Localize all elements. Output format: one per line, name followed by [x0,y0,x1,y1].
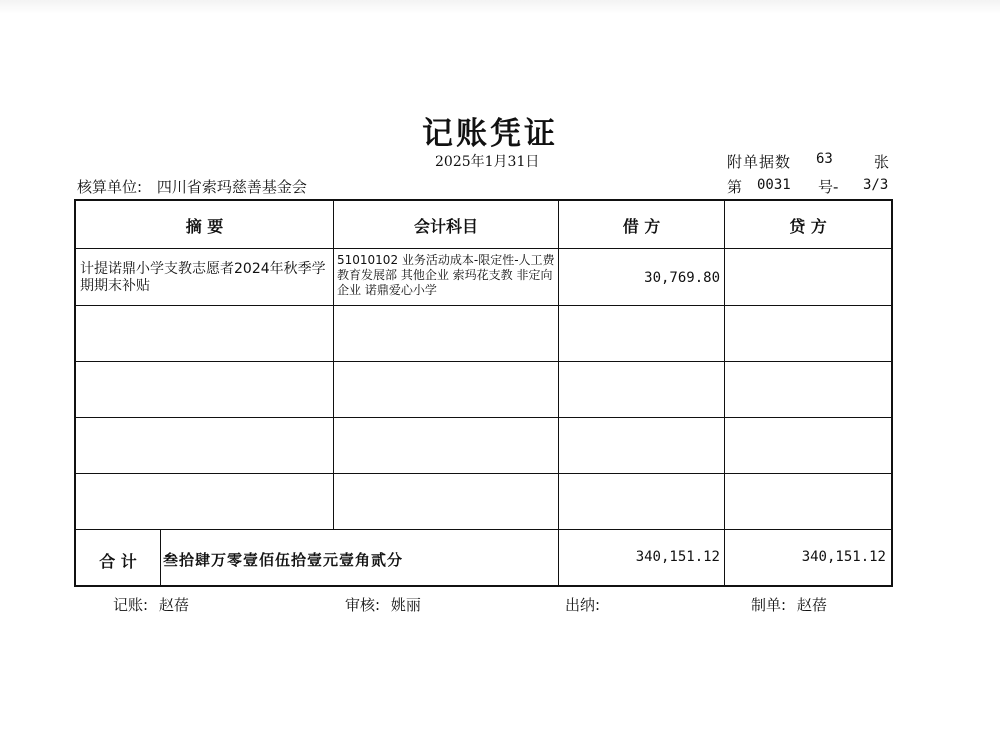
row-summary: 计提诺鼎小学支教志愿者2024年秋季学期期末补贴 [80,261,326,294]
row-debit: 30,769.80 [644,270,720,286]
table-rule [74,529,893,530]
attachments-unit: 张 [874,153,890,171]
table-border-left [74,199,76,587]
bookkeeper-name: 赵蓓 [158,596,189,614]
attachments-label: 附单据数 [727,153,792,171]
table-border-bottom [74,585,893,587]
unit-name: 四川省索玛慈善基金会 [156,178,307,196]
table-col-divider [724,199,725,586]
voucher-no-suffix: 号- [818,178,839,196]
unit-label: 核算单位: [77,178,143,196]
table-rule [74,417,893,418]
table-rule [74,305,893,306]
header-account: 会计科目 [413,217,478,236]
accounting-unit [77,176,307,197]
reviewer-name: 姚丽 [390,596,421,614]
table-rule [74,248,893,249]
voucher-no-label: 第 [727,178,743,196]
voucher-no: 0031 [757,177,791,193]
preparer-name: 赵蓓 [796,596,827,614]
total-amount-in-words: 叁拾肆万零壹佰伍拾壹元壹角贰分 [163,551,404,569]
table-col-divider [160,529,161,586]
voucher-date: 2025年1月31日 [435,154,540,170]
table-col-divider [333,199,334,530]
total-debit: 340,151.12 [635,549,720,565]
cashier-signature [565,594,606,615]
header-summary: 摘 要 [185,217,224,236]
table-col-divider [558,199,559,586]
table-border-right [891,199,893,587]
table-border-top [74,199,893,201]
table-rule [74,361,893,362]
voucher-title: 记账凭证 [422,116,558,152]
preparer-signature [751,594,827,615]
bookkeeper-label: 记账: [113,596,149,614]
reviewer-label: 审核: [345,596,381,614]
cashier-label: 出纳: [565,596,601,614]
reviewer-signature [345,594,421,615]
preparer-label: 制单: [751,596,787,614]
attachments-count: 63 [816,151,833,167]
bookkeeper-signature [113,594,189,615]
total-label: 合 计 [99,552,137,571]
row-account: 51010102 业务活动成本-限定性-人工费 教育发展部 其他企业 索玛花支教 非定向 企业 诺鼎爱心小学 [337,253,555,297]
header-credit: 贷 方 [789,217,827,236]
total-credit: 340,151.12 [801,549,886,565]
voucher-page: 3/3 [863,177,889,193]
table-rule [74,473,893,474]
header-debit: 借 方 [622,217,661,236]
